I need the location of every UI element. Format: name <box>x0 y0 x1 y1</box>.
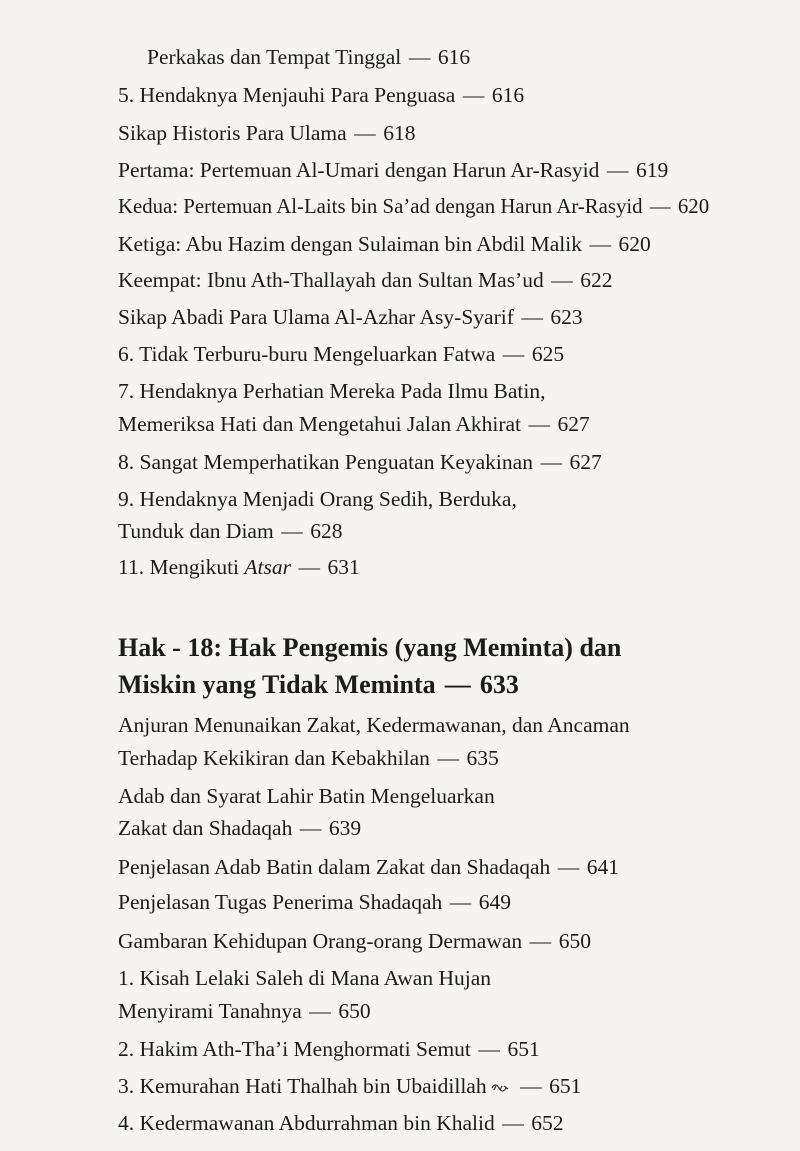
entry-title: Penjelasan Tugas Penerima Shadaqah <box>118 890 443 914</box>
page-number: 651 <box>507 1037 540 1061</box>
entry-title: 1. Kisah Lelaki Saleh di Mana Awan Hujan <box>118 966 491 990</box>
heading-text: Hak - 18: Hak Pengemis (yang Meminta) dan <box>118 633 622 662</box>
toc-entry <box>118 815 361 841</box>
dash: — <box>309 999 331 1023</box>
entry-title: Penjelasan Adab Batin dalam Zakat dan Shadaqah <box>118 855 551 879</box>
entry-title: Anjuran Menunaikan Zakat, Kedermawanan, dan Ancaman <box>118 713 630 737</box>
entry-title: Sikap Historis Para Ulama <box>118 121 347 145</box>
toc-entry <box>118 518 342 544</box>
page-number: 627 <box>569 450 602 474</box>
entry-title: Ketiga: Abu Hazim dengan Sulaiman bin Abdil Malik <box>118 232 582 256</box>
entry-title: 2. Hakim Ath-Tha’i Menghormati Semut <box>118 1037 471 1061</box>
toc-entry <box>118 82 524 108</box>
dash: — <box>299 816 322 840</box>
toc-entry <box>118 231 651 257</box>
dash: — <box>449 890 472 914</box>
dash: — <box>437 746 459 770</box>
toc-entry-line1 <box>118 783 495 809</box>
toc-entry-line1 <box>118 712 630 738</box>
entry-title: Keempat: Ibnu Ath-Thallayah dan Sultan Mas’ud <box>118 268 544 292</box>
entry-title: 4. Kedermawanan Abdurrahman bin Khalid <box>118 1111 495 1135</box>
toc-entry <box>118 928 591 954</box>
page-number: 616 <box>491 83 525 107</box>
entry-title: Zakat dan Shadaqah <box>118 816 293 840</box>
entry-title: Kedua: Pertemuan Al-Laits bin Sa’ad dengan Harun Ar-Rasyid <box>118 195 643 218</box>
entry-title: Adab dan Syarat Lahir Batin Mengeluarkan <box>118 784 495 808</box>
page-number: 627 <box>557 412 590 436</box>
entry-title: 5. Hendaknya Menjauhi Para Penguasa <box>118 83 456 107</box>
dash: — <box>557 855 580 879</box>
entry-title: Gambaran Kehidupan Orang-orang Dermawan <box>118 929 523 953</box>
toc-entry <box>118 304 583 330</box>
page-number: 631 <box>327 555 360 579</box>
toc-entry <box>118 1036 540 1062</box>
dash: — <box>649 195 671 218</box>
dash: — <box>528 412 551 436</box>
dash: — <box>606 158 629 182</box>
page-number: 623 <box>550 305 583 329</box>
dash: — <box>298 555 321 579</box>
entry-title: Sikap Abadi Para Ulama Al-Azhar Asy-Syarif <box>118 305 514 329</box>
dash: — <box>521 305 543 329</box>
toc-entry-line1 <box>118 486 517 512</box>
page-number: 625 <box>531 342 565 366</box>
dash: — <box>520 1074 542 1098</box>
dash: — <box>540 450 562 474</box>
page-number: 641 <box>586 855 620 879</box>
dash: — <box>444 670 471 699</box>
entry-title: Terhadap Kekikiran dan Kebakhilan <box>118 746 430 770</box>
dash: — <box>281 519 303 543</box>
toc-entry <box>118 411 590 437</box>
toc-entry <box>118 194 709 220</box>
toc-entry <box>118 889 511 915</box>
page-number: 622 <box>580 268 613 292</box>
dash: — <box>502 1111 524 1135</box>
toc-entry <box>118 745 499 771</box>
entry-title: 8. Sangat Memperhatikan Penguatan Keyakinan <box>118 450 533 474</box>
toc-entry <box>118 341 564 367</box>
toc-entry <box>147 44 470 70</box>
page-number: 618 <box>383 121 416 145</box>
page-number: 633 <box>479 670 519 699</box>
dash: — <box>462 83 485 107</box>
toc-entry <box>118 1110 564 1136</box>
page-number: 620 <box>677 195 710 218</box>
entry-title: Perkakas dan Tempat Tinggal <box>147 45 402 69</box>
toc-entry <box>118 1073 581 1099</box>
dash: — <box>478 1037 500 1061</box>
toc-entry-line1 <box>118 965 491 991</box>
page-number: 649 <box>478 890 512 914</box>
entry-title: Pertama: Pertemuan Al-Umari dengan Harun Ar-Rasyid <box>118 158 600 182</box>
page-number: 650 <box>338 999 371 1023</box>
page-number: 628 <box>310 519 343 543</box>
page-number: 650 <box>558 929 591 953</box>
page-number: 620 <box>618 232 651 256</box>
toc-entry <box>118 854 619 880</box>
page-number: 639 <box>328 816 362 840</box>
page-number: 619 <box>635 158 669 182</box>
toc-entry <box>118 449 602 475</box>
toc-entry-line1 <box>118 378 545 404</box>
page-number: 635 <box>466 746 499 770</box>
dash: — <box>408 45 431 69</box>
dash: — <box>529 929 552 953</box>
toc-entry <box>118 554 360 580</box>
toc-entry <box>118 267 613 293</box>
page-number: 616 <box>437 45 471 69</box>
toc-entry <box>118 120 415 146</box>
entry-title: Memeriksa Hati dan Mengetahui Jalan Akhirat <box>118 412 522 436</box>
entry-title: 3. Kemurahan Hati Thalhah bin Ubaidillah <box>118 1074 487 1098</box>
entry-title: Tunduk dan Diam <box>118 519 274 543</box>
toc-entry <box>118 157 668 183</box>
dash: — <box>502 342 525 366</box>
entry-title-italic: Atsar <box>244 555 292 579</box>
page-number: 651 <box>549 1074 582 1098</box>
toc-entry <box>118 998 371 1024</box>
dash: — <box>589 232 611 256</box>
page-number: 652 <box>531 1111 564 1135</box>
entry-title: 6. Tidak Terburu-buru Mengeluarkan Fatwa <box>118 342 496 366</box>
section-heading-line2 <box>118 669 519 701</box>
dash: — <box>354 121 376 145</box>
entry-title: 9. Hendaknya Menjadi Orang Sedih, Berduka, <box>118 487 517 511</box>
entry-title: Menyirami Tanahnya <box>118 999 302 1023</box>
entry-title: 7. Hendaknya Perhatian Mereka Pada Ilmu Batin, <box>118 379 546 403</box>
entry-title: 11. Mengikuti <box>118 555 245 579</box>
section-heading-line1 <box>118 632 621 664</box>
honorific-ornament-icon <box>491 1083 509 1093</box>
dash: — <box>551 268 573 292</box>
heading-text: Miskin yang Tidak Meminta <box>118 670 436 699</box>
